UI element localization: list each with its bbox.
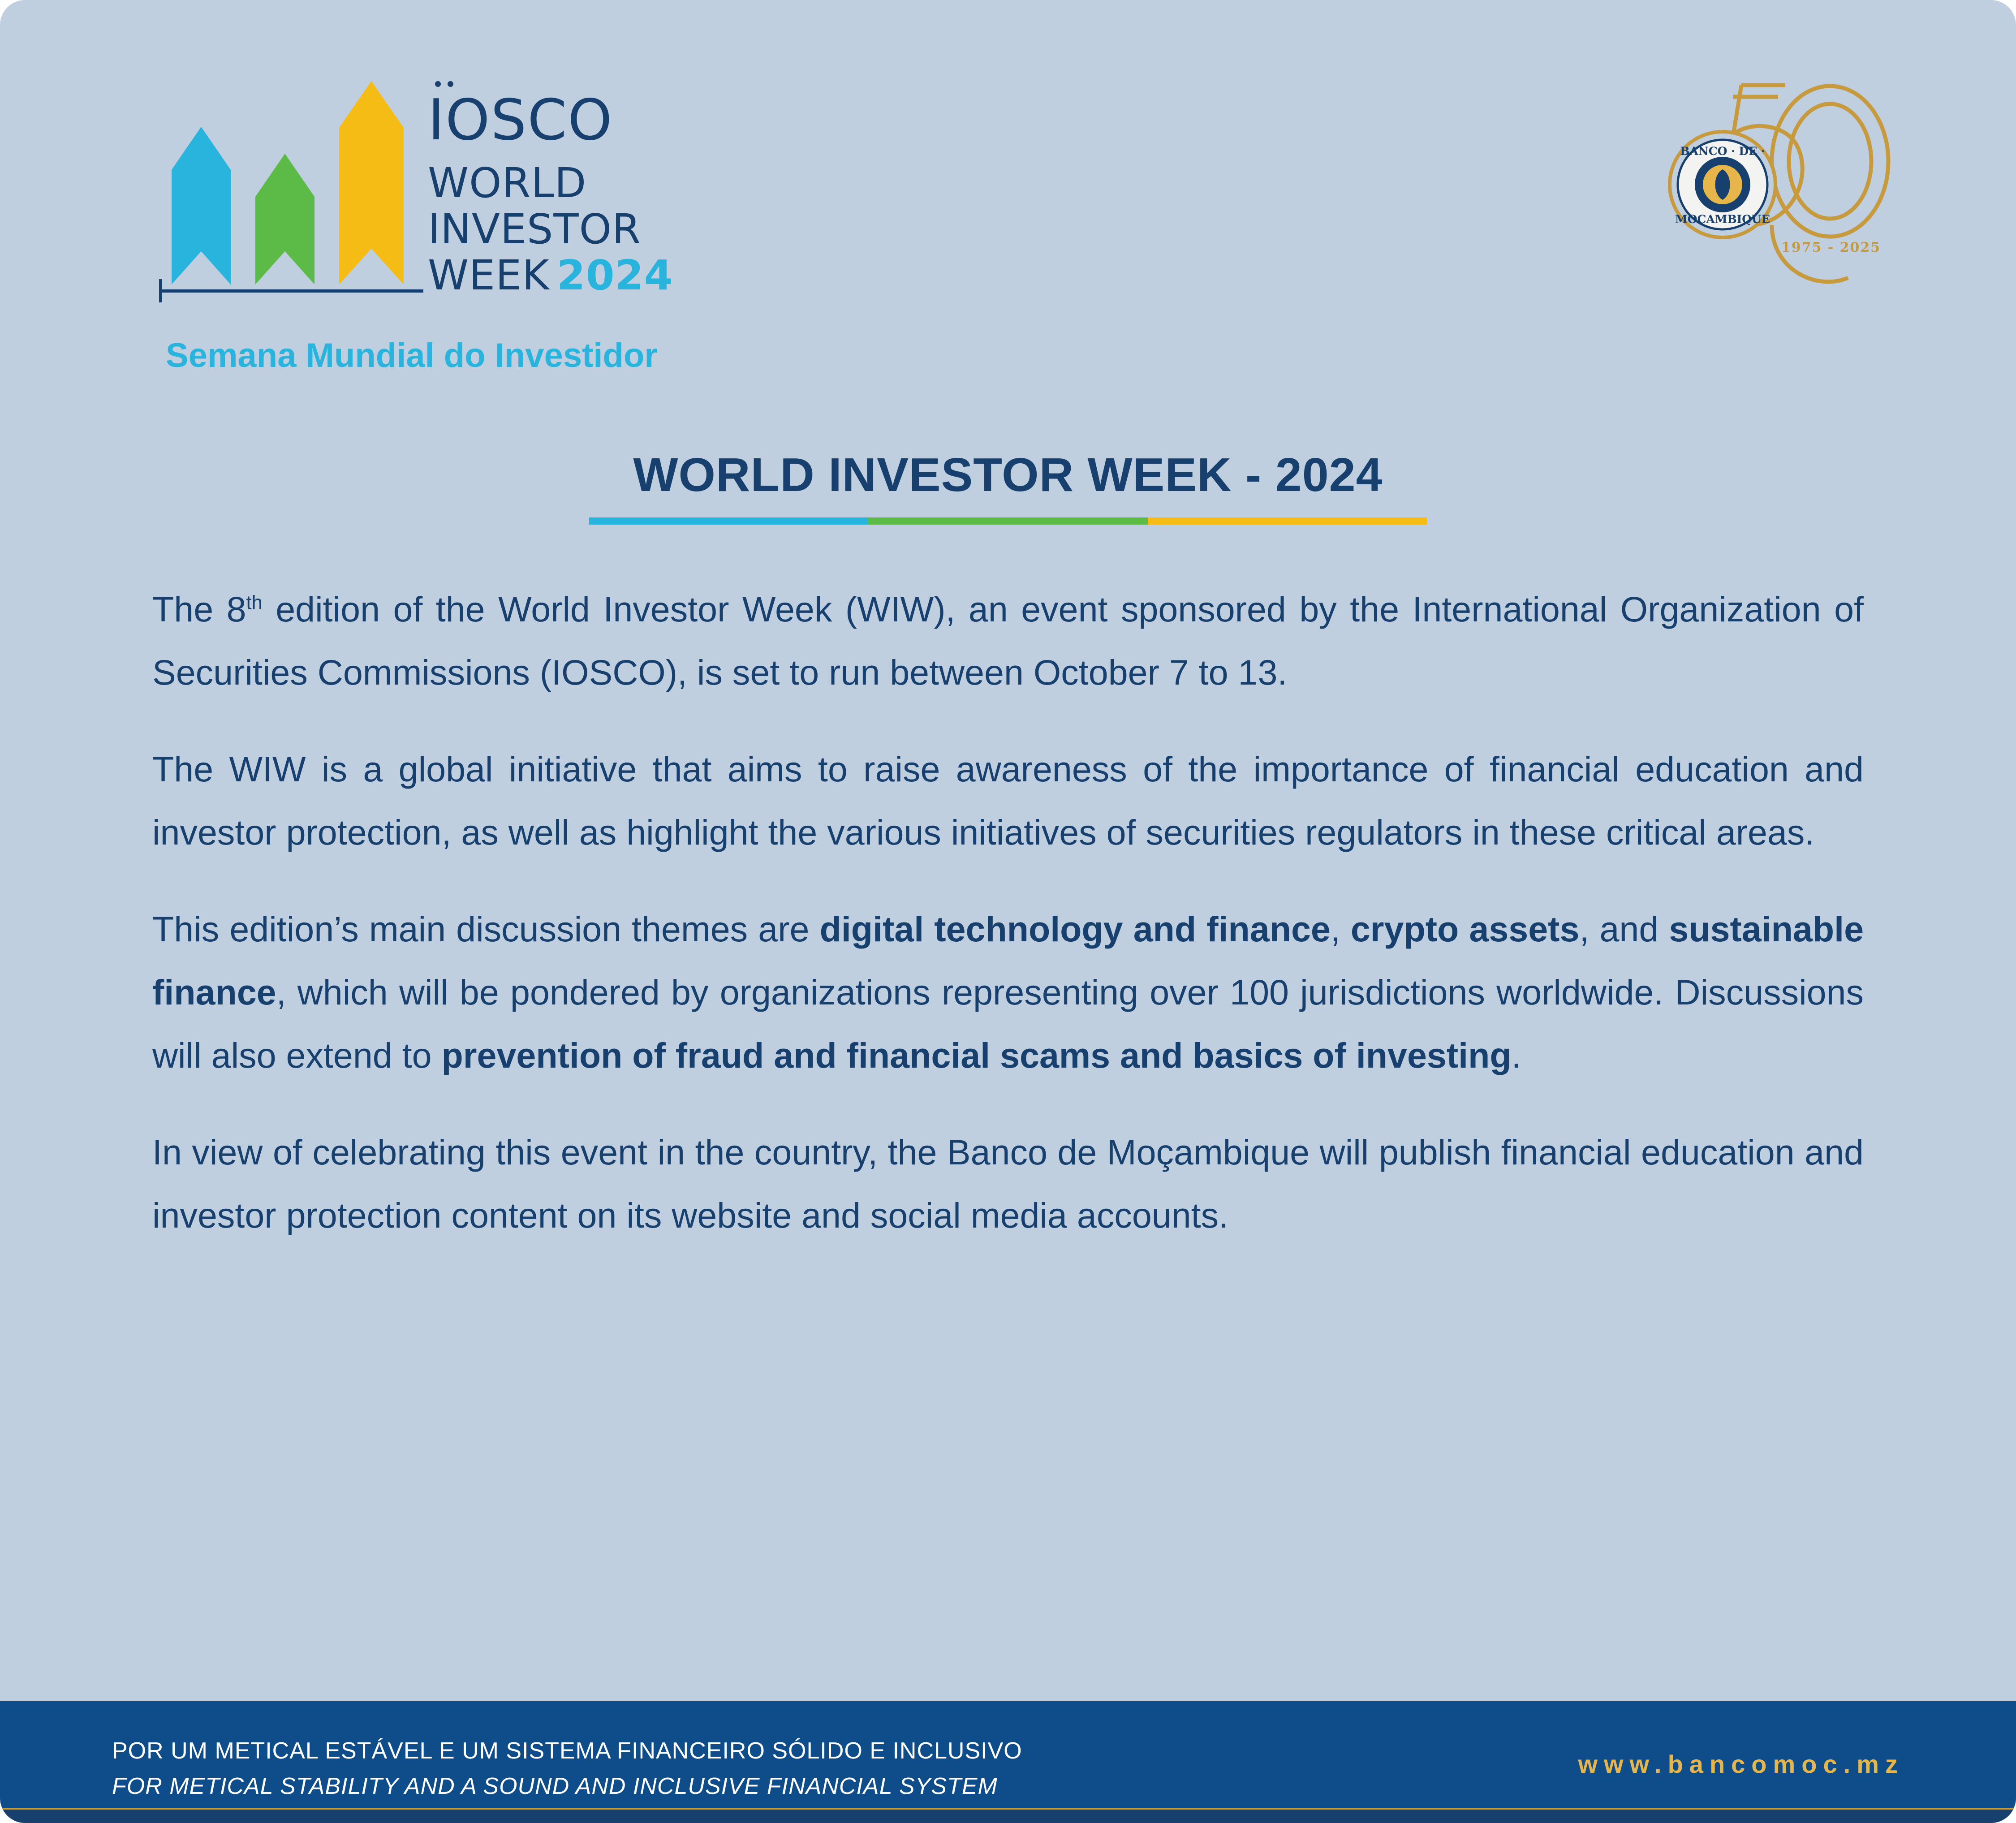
footer-bar xyxy=(0,1701,2016,1823)
logo-tagline: Semana Mundial do Investidor xyxy=(166,336,658,375)
footer-website-link[interactable]: www.bancomoc.mz xyxy=(1578,1750,1904,1778)
p3-part-a: This edition’s main discussion themes are xyxy=(152,909,820,949)
paragraph-4: In view of celebrating this event in the country, the Banco de Moçambique will publish financial education and investor protection content on its website and social media accounts. xyxy=(152,1132,1864,1235)
wiw-line-world: WORLD xyxy=(428,159,587,207)
p3-theme-1: digital technology and finance xyxy=(819,909,1331,949)
wiw-wordmark xyxy=(428,159,673,300)
iosco-world-investor-week-logo xyxy=(159,78,673,370)
paragraph-2: The WIW is a global initiative that aims to raise awareness of the importance of financial education and investor protection, as well as highlight the various initiatives of securities regulators in these critical areas. xyxy=(152,749,1864,852)
p3-theme-3: sustainable finance xyxy=(152,909,1864,1013)
header xyxy=(0,0,2016,403)
page-title: WORLD INVESTOR WEEK - 2024 xyxy=(633,448,1383,501)
iosco-wordmark: IOSCO xyxy=(428,87,613,153)
footer-slogan-pt: POR UM METICAL ESTÁVEL E UM SISTEMA FINANCEIRO SÓLIDO E INCLUSIVO xyxy=(112,1738,1022,1764)
title-underline-rule xyxy=(589,517,1427,525)
banco-de-mocambique-50-years-emblem xyxy=(1637,67,1924,318)
svg-text:1975 - 2025: 1975 - 2025 xyxy=(1781,240,1881,255)
paragraph-3 xyxy=(152,898,1864,1087)
p3-sep-2: , and xyxy=(1579,909,1669,949)
logo-wordmark xyxy=(428,87,673,300)
logo-baseline xyxy=(159,289,423,293)
p1-rest: edition of the World Investor Week (WIW), an event sponsored by the International Organization of Securities Commissions (IOSCO), is set to run between October 7 to 13. xyxy=(152,589,1864,692)
p3-period: . xyxy=(1511,1035,1521,1075)
logo-baseline-tick xyxy=(159,279,162,302)
rule-segment-yellow xyxy=(1148,517,1427,525)
p1-ordinal-suffix: th xyxy=(246,592,263,614)
title-block xyxy=(0,448,2016,525)
wiw-line-week-year xyxy=(428,251,673,300)
svg-text:MOÇAMBIQUE: MOÇAMBIQUE xyxy=(1675,213,1770,226)
pencils-graphic xyxy=(159,78,437,320)
p3-part-d: , which will be pondered by organizations representing over 100 jurisdictions worldwide. Discussions will also extend to xyxy=(152,972,1864,1075)
p3-theme-4: prevention of fraud and financial scams and basics of investing xyxy=(441,1035,1512,1075)
iosco-dots-icon xyxy=(434,77,461,90)
footer-accent-strip xyxy=(0,1808,2016,1823)
p1-lead: The 8 xyxy=(152,589,246,629)
body-copy xyxy=(152,578,1864,1247)
wiw-line-investor: INVESTOR xyxy=(428,205,641,254)
footer-slogan xyxy=(112,1733,1022,1804)
pencil-green-icon xyxy=(255,154,314,284)
rule-segment-green xyxy=(868,517,1147,525)
paragraph-1 xyxy=(152,578,1864,704)
footer-slogan-en: FOR METICAL STABILITY AND A SOUND AND INCLUSIVE FINANCIAL SYSTEM xyxy=(112,1773,998,1800)
p3-theme-2: crypto assets xyxy=(1350,909,1580,949)
wiw-year: 2024 xyxy=(556,251,673,300)
pencil-yellow-icon xyxy=(339,81,404,284)
wiw-line-week: WEEK xyxy=(428,251,550,300)
pencil-blue-icon xyxy=(172,127,231,284)
p3-sep-1: , xyxy=(1330,909,1351,949)
svg-text:BANCO · DE ·: BANCO · DE · xyxy=(1680,145,1765,158)
rule-segment-blue xyxy=(589,517,868,525)
